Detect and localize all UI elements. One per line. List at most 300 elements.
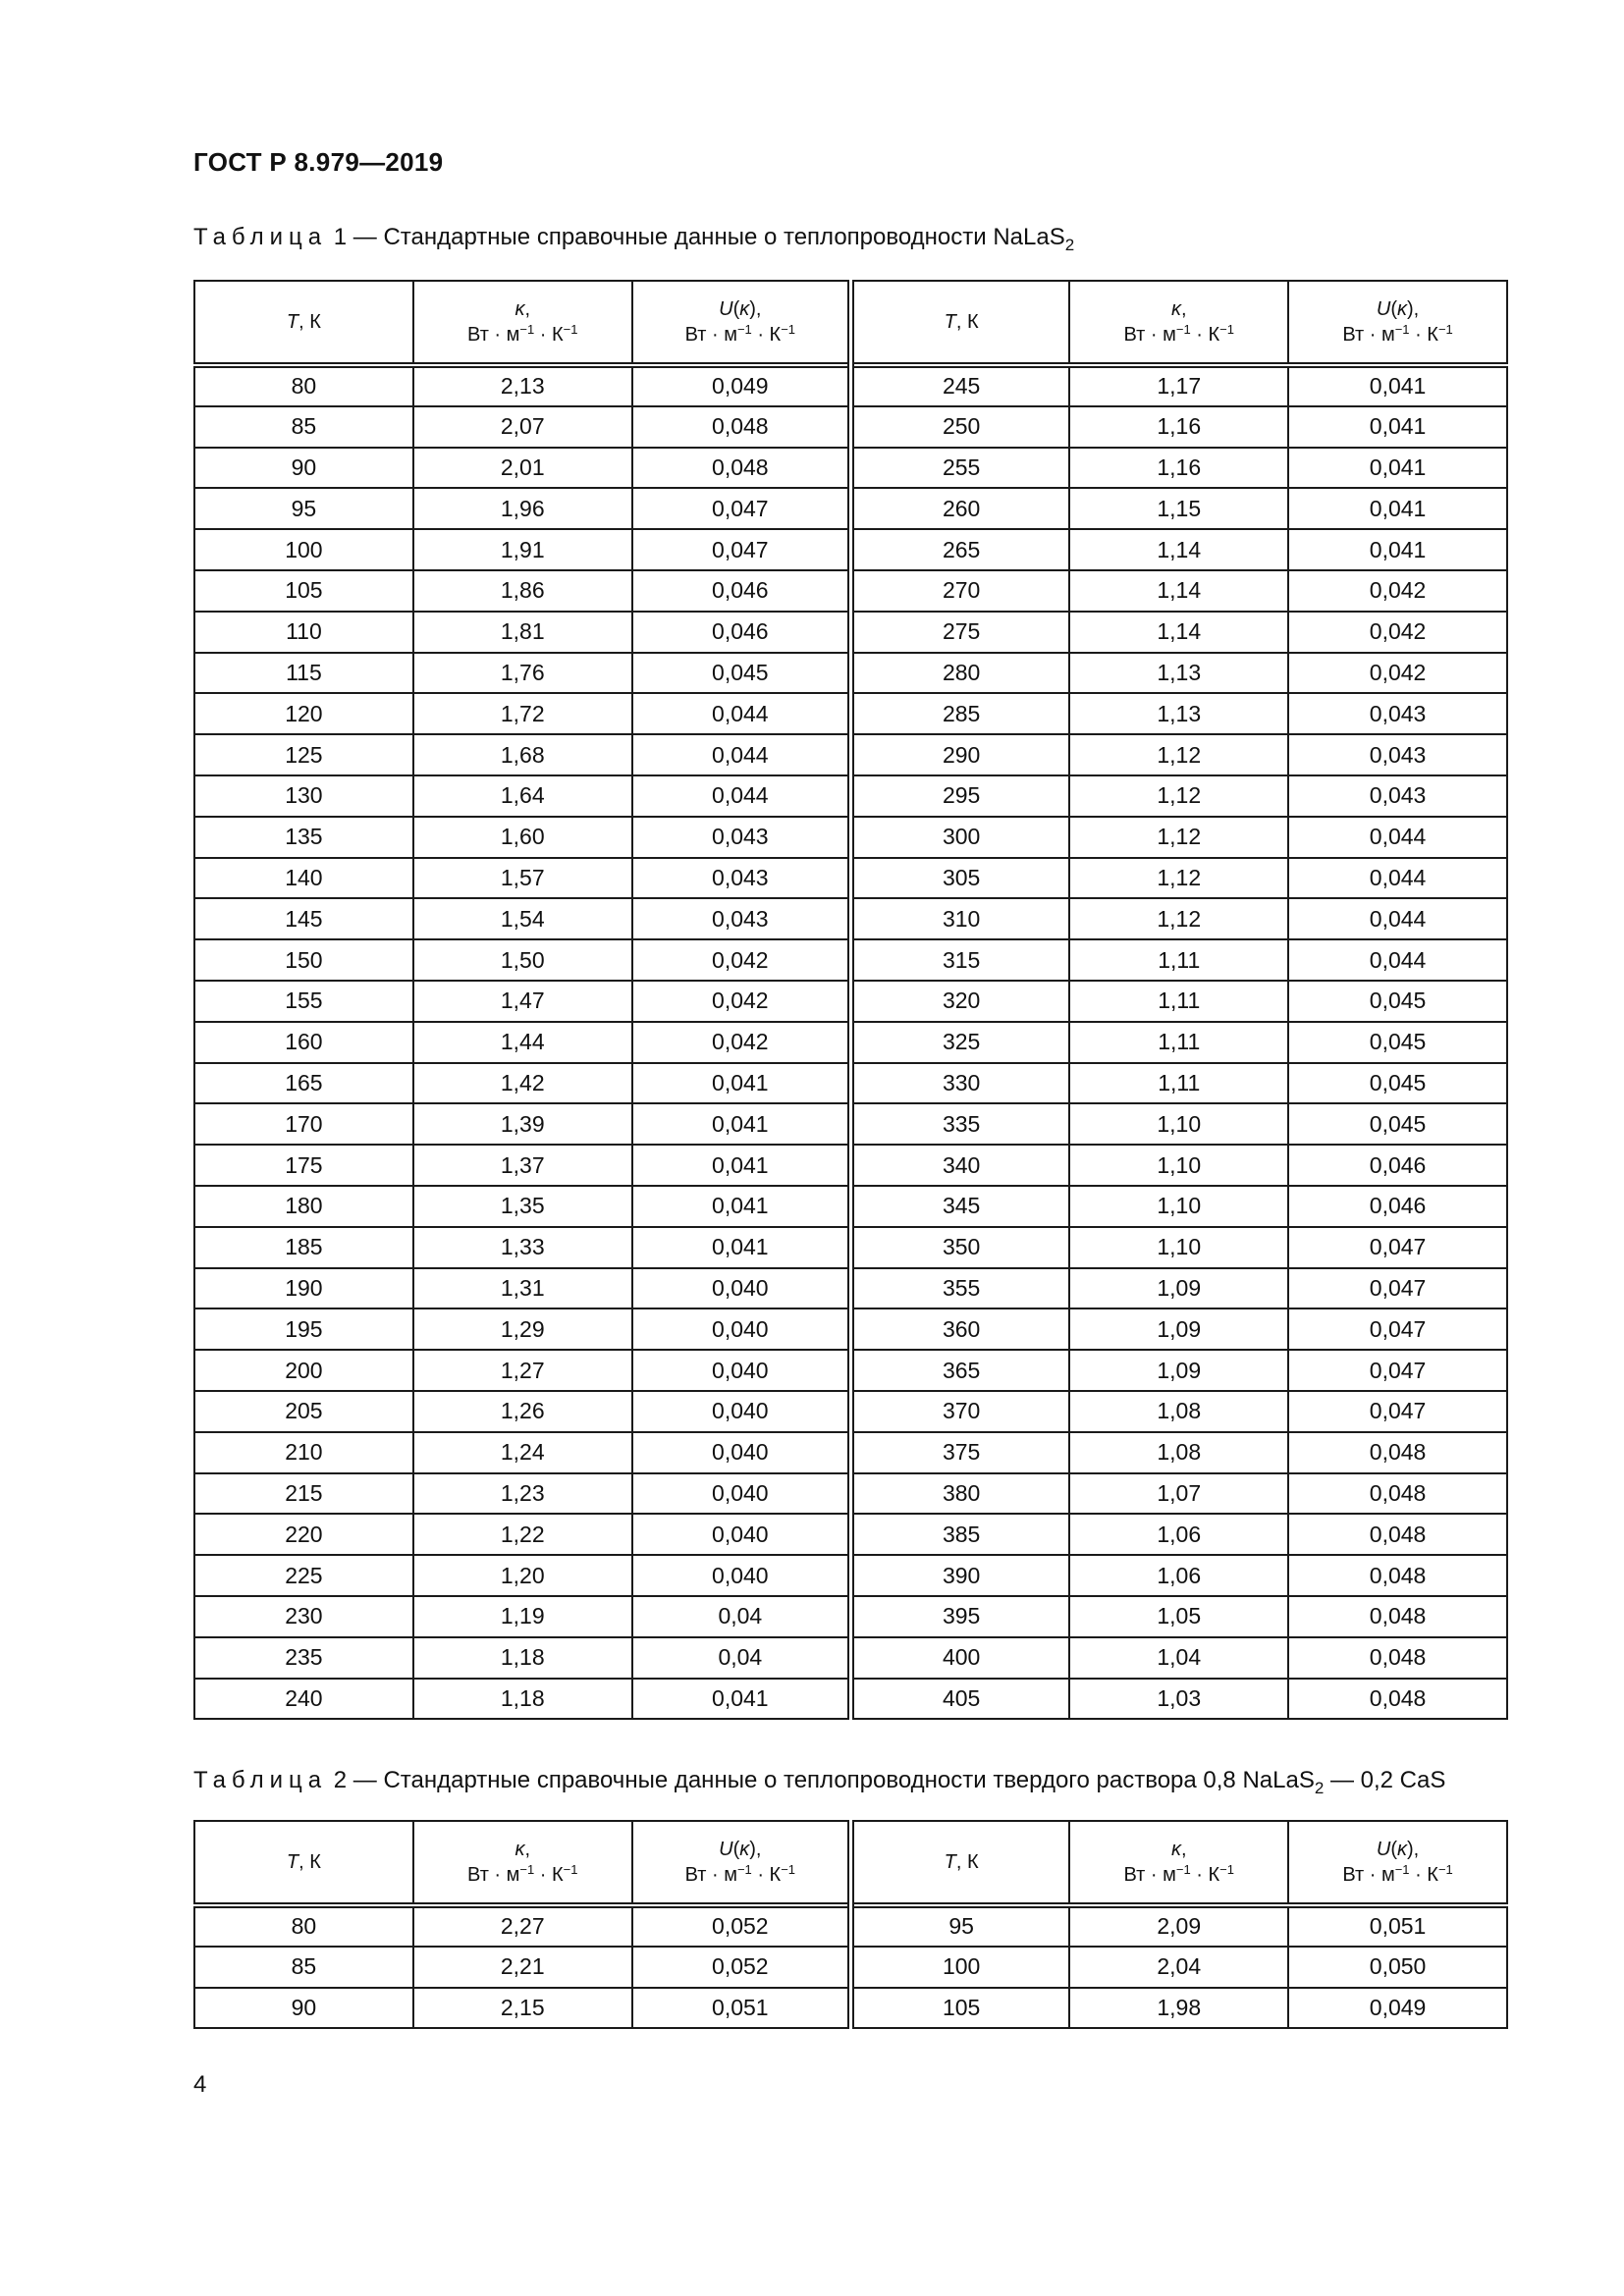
table-cell: 1,81 — [413, 612, 632, 653]
column-header-k-exp1: −1 — [1175, 322, 1191, 337]
table-cell: 0,041 — [1288, 365, 1507, 406]
table1-caption — [193, 224, 1075, 254]
table2-caption-number: 2 — [333, 1767, 348, 1793]
column-header-u — [632, 1821, 851, 1905]
table-cell: 1,86 — [413, 570, 632, 612]
column-header-k-symbol: κ — [514, 1839, 525, 1860]
table-cell: 0,044 — [1288, 898, 1507, 939]
table-cell: 0,045 — [632, 653, 851, 694]
table-cell: 160 — [194, 1022, 413, 1063]
table2-caption-label: Таблица — [193, 1767, 328, 1793]
table-cell: 0,043 — [1288, 734, 1507, 775]
table-row — [194, 1186, 1507, 1227]
table-cell: 0,048 — [632, 448, 851, 489]
table-cell: 1,72 — [413, 693, 632, 734]
column-header-t — [850, 1821, 1069, 1905]
column-header-k-symbol: κ — [1170, 298, 1181, 320]
table1-caption-number: 1 — [333, 224, 348, 250]
table-cell: 1,15 — [1069, 488, 1288, 529]
table-cell: 1,12 — [1069, 775, 1288, 817]
table-cell: 80 — [194, 1905, 413, 1947]
table-cell: 1,09 — [1069, 1350, 1288, 1391]
table-cell: 1,23 — [413, 1473, 632, 1515]
column-header-u-exp2: −1 — [781, 322, 796, 337]
table-cell: 390 — [850, 1555, 1069, 1596]
column-header-k — [413, 1821, 632, 1905]
column-header-k-comma: , — [524, 298, 531, 320]
table-cell: 1,12 — [1069, 734, 1288, 775]
table1-caption-subscript: 2 — [1064, 236, 1075, 254]
table-cell: 0,040 — [632, 1432, 851, 1473]
table-cell: 210 — [194, 1432, 413, 1473]
table-cell: 1,11 — [1069, 939, 1288, 981]
table-cell: 325 — [850, 1022, 1069, 1063]
table-row — [194, 1473, 1507, 1515]
table-row — [194, 1268, 1507, 1309]
table-cell: 80 — [194, 365, 413, 406]
table-cell: 0,047 — [1288, 1268, 1507, 1309]
table-cell: 1,12 — [1069, 858, 1288, 899]
table-cell: 0,043 — [632, 858, 851, 899]
table-cell: 1,35 — [413, 1186, 632, 1227]
table-cell: 180 — [194, 1186, 413, 1227]
table-cell: 0,042 — [632, 1022, 851, 1063]
table-row — [194, 529, 1507, 570]
table-cell: 1,14 — [1069, 529, 1288, 570]
table-cell: 400 — [850, 1637, 1069, 1679]
column-header-u-symbol: U — [719, 298, 733, 320]
column-header-u-unit2: · К — [751, 324, 782, 346]
table-cell: 1,54 — [413, 898, 632, 939]
table-cell: 0,043 — [632, 817, 851, 858]
column-header-u-unit2: · К — [1409, 1864, 1438, 1886]
table-cell: 0,042 — [1288, 570, 1507, 612]
table-row — [194, 693, 1507, 734]
table-cell: 1,18 — [413, 1679, 632, 1720]
table-cell: 1,31 — [413, 1268, 632, 1309]
column-header-k-exp2: −1 — [1219, 1862, 1234, 1877]
table-row — [194, 1308, 1507, 1350]
table-row — [194, 1596, 1507, 1637]
column-header-t-unit: , К — [955, 1851, 979, 1873]
table-cell: 285 — [850, 693, 1069, 734]
column-header-u-inner: κ — [739, 1839, 750, 1860]
table-cell: 0,047 — [1288, 1227, 1507, 1268]
table-cell: 275 — [850, 612, 1069, 653]
table-cell: 280 — [850, 653, 1069, 694]
table-row — [194, 1063, 1507, 1104]
table-cell: 1,07 — [1069, 1473, 1288, 1515]
table-cell: 0,042 — [632, 981, 851, 1022]
table-row — [194, 488, 1507, 529]
table-cell: 155 — [194, 981, 413, 1022]
table1-caption-text: — Стандартные справочные данные о теплопроводности NaLaS — [347, 224, 1065, 250]
table-cell: 1,68 — [413, 734, 632, 775]
table2-caption-subscript: 2 — [1314, 1779, 1325, 1797]
table-row — [194, 1947, 1507, 1988]
table-cell: 1,10 — [1069, 1145, 1288, 1186]
column-header-k — [1069, 281, 1288, 365]
table-cell: 0,047 — [1288, 1350, 1507, 1391]
table-cell: 95 — [194, 488, 413, 529]
table-cell: 310 — [850, 898, 1069, 939]
table-cell: 115 — [194, 653, 413, 694]
table-cell: 265 — [850, 529, 1069, 570]
table-cell: 1,10 — [1069, 1227, 1288, 1268]
table-cell: 260 — [850, 488, 1069, 529]
table-row — [194, 365, 1507, 406]
table-cell: 1,42 — [413, 1063, 632, 1104]
table-row — [194, 406, 1507, 448]
table-cell: 0,040 — [632, 1391, 851, 1432]
table-cell: 0,052 — [632, 1947, 851, 1988]
column-header-u-unit1: Вт · м — [684, 1864, 737, 1886]
table-cell: 215 — [194, 1473, 413, 1515]
table-cell: 0,048 — [1288, 1596, 1507, 1637]
table-cell: 1,04 — [1069, 1637, 1288, 1679]
table-cell: 0,042 — [632, 939, 851, 981]
table-cell: 0,041 — [1288, 529, 1507, 570]
table-cell: 1,13 — [1069, 653, 1288, 694]
table-row — [194, 1637, 1507, 1679]
table-cell: 0,042 — [1288, 653, 1507, 694]
column-header-u-exp1: −1 — [1394, 1862, 1410, 1877]
table-cell: 290 — [850, 734, 1069, 775]
column-header-u-symbol: U — [1376, 1839, 1391, 1860]
table-cell: 205 — [194, 1391, 413, 1432]
table-cell: 0,050 — [1288, 1947, 1507, 1988]
column-header-u — [632, 281, 851, 365]
column-header-k-comma: , — [1180, 1839, 1187, 1860]
table-cell: 2,21 — [413, 1947, 632, 1988]
table-cell: 1,29 — [413, 1308, 632, 1350]
column-header-t-symbol: T — [286, 311, 299, 333]
table-cell: 1,16 — [1069, 448, 1288, 489]
table-cell: 1,24 — [413, 1432, 632, 1473]
table-cell: 255 — [850, 448, 1069, 489]
table-cell: 385 — [850, 1514, 1069, 1555]
table-cell: 135 — [194, 817, 413, 858]
table-cell: 0,04 — [632, 1637, 851, 1679]
column-header-k-exp2: −1 — [563, 322, 578, 337]
column-header-u — [1288, 1821, 1507, 1905]
column-header-k-comma: , — [1180, 298, 1187, 320]
table-cell: 335 — [850, 1103, 1069, 1145]
table-cell: 1,26 — [413, 1391, 632, 1432]
table-cell: 1,96 — [413, 488, 632, 529]
table-row — [194, 1905, 1507, 1947]
table-cell: 100 — [194, 529, 413, 570]
column-header-k-exp2: −1 — [1219, 322, 1234, 337]
table-cell: 0,041 — [632, 1103, 851, 1145]
table2-caption-text: — Стандартные справочные данные о теплопроводности твердого раствора 0,8 NaLaS — [347, 1767, 1315, 1793]
table-cell: 405 — [850, 1679, 1069, 1720]
table-cell: 150 — [194, 939, 413, 981]
column-header-u-exp2: −1 — [1437, 322, 1453, 337]
column-header-k-exp2: −1 — [563, 1862, 578, 1877]
table-cell: 195 — [194, 1308, 413, 1350]
column-header-u-exp1: −1 — [1394, 322, 1410, 337]
table-cell: 0,04 — [632, 1596, 851, 1637]
column-header-k-unit1: Вт · м — [1123, 1864, 1176, 1886]
column-header-k-exp1: −1 — [519, 1862, 535, 1877]
table-cell: 0,045 — [1288, 1022, 1507, 1063]
table-row — [194, 898, 1507, 939]
table-cell: 0,041 — [632, 1145, 851, 1186]
table-cell: 330 — [850, 1063, 1069, 1104]
table-cell: 0,046 — [632, 570, 851, 612]
column-header-u-paren-open: ( — [732, 298, 740, 320]
column-header-k-symbol: κ — [1170, 1839, 1181, 1860]
column-header-t-symbol: T — [944, 311, 956, 333]
table-cell: 305 — [850, 858, 1069, 899]
table-cell: 0,048 — [1288, 1514, 1507, 1555]
column-header-k-comma: , — [524, 1839, 531, 1860]
table-cell: 1,14 — [1069, 612, 1288, 653]
table-cell: 1,12 — [1069, 817, 1288, 858]
table-cell: 0,049 — [632, 365, 851, 406]
table-cell: 1,11 — [1069, 1063, 1288, 1104]
table-cell: 1,50 — [413, 939, 632, 981]
table1-caption-label: Таблица — [193, 224, 328, 250]
table-cell: 225 — [194, 1555, 413, 1596]
column-header-u-paren-close: ), — [1407, 1839, 1420, 1860]
table-cell: 0,048 — [1288, 1679, 1507, 1720]
column-header-t-symbol: T — [286, 1851, 299, 1873]
table-row — [194, 817, 1507, 858]
table-cell: 1,60 — [413, 817, 632, 858]
column-header-t-unit: , К — [298, 311, 321, 333]
table-cell: 0,044 — [632, 734, 851, 775]
page-number: 4 — [193, 2071, 207, 2098]
table-cell: 1,11 — [1069, 981, 1288, 1022]
column-header-u-inner: κ — [1397, 1839, 1408, 1860]
table-cell: 0,044 — [1288, 817, 1507, 858]
table-row — [194, 1391, 1507, 1432]
column-header-k-unit1: Вт · м — [467, 324, 520, 346]
table-cell: 0,042 — [1288, 612, 1507, 653]
table-cell: 1,76 — [413, 653, 632, 694]
table-row — [194, 939, 1507, 981]
table-row — [194, 1432, 1507, 1473]
column-header-k-exp1: −1 — [1175, 1862, 1191, 1877]
table-cell: 1,18 — [413, 1637, 632, 1679]
table-cell: 100 — [850, 1947, 1069, 1988]
table-cell: 0,041 — [632, 1679, 851, 1720]
column-header-k-unit2: · К — [1190, 324, 1220, 346]
table-cell: 165 — [194, 1063, 413, 1104]
column-header-k-exp1: −1 — [519, 322, 535, 337]
table-cell: 1,98 — [1069, 1988, 1288, 2029]
table-cell: 145 — [194, 898, 413, 939]
table-row — [194, 981, 1507, 1022]
column-header-t-symbol: T — [944, 1851, 956, 1873]
table2-caption-tail: — 0,2 CaS — [1324, 1767, 1446, 1793]
table-cell: 1,13 — [1069, 693, 1288, 734]
table-cell: 200 — [194, 1350, 413, 1391]
table-cell: 0,044 — [632, 775, 851, 817]
table-cell: 0,048 — [1288, 1432, 1507, 1473]
table-cell: 375 — [850, 1432, 1069, 1473]
table-cell: 0,041 — [632, 1186, 851, 1227]
table-cell: 120 — [194, 693, 413, 734]
table-cell: 1,05 — [1069, 1596, 1288, 1637]
table-row — [194, 1227, 1507, 1268]
column-header-u-paren-open: ( — [1390, 1839, 1398, 1860]
table-cell: 365 — [850, 1350, 1069, 1391]
table-cell: 0,043 — [632, 898, 851, 939]
table-cell: 0,043 — [1288, 775, 1507, 817]
table-cell: 240 — [194, 1679, 413, 1720]
table-cell: 1,09 — [1069, 1268, 1288, 1309]
column-header-u-unit2: · К — [1409, 324, 1438, 346]
table-cell: 245 — [850, 365, 1069, 406]
table-cell: 0,041 — [1288, 406, 1507, 448]
table-cell: 0,045 — [1288, 1063, 1507, 1104]
column-header-t — [194, 281, 413, 365]
table-cell: 185 — [194, 1227, 413, 1268]
table-cell: 105 — [194, 570, 413, 612]
table-cell: 1,14 — [1069, 570, 1288, 612]
table-cell: 1,91 — [413, 529, 632, 570]
table-cell: 0,051 — [632, 1988, 851, 2029]
table-cell: 1,39 — [413, 1103, 632, 1145]
table-row — [194, 448, 1507, 489]
column-header-k-unit1: Вт · м — [467, 1864, 520, 1886]
table-cell: 0,046 — [632, 612, 851, 653]
table-cell: 0,044 — [1288, 939, 1507, 981]
column-header-u-paren-open: ( — [732, 1839, 740, 1860]
table-row — [194, 1514, 1507, 1555]
table-row — [194, 1555, 1507, 1596]
table-cell: 380 — [850, 1473, 1069, 1515]
table-cell: 0,047 — [632, 488, 851, 529]
column-header-t-unit: , К — [298, 1851, 321, 1873]
table-cell: 190 — [194, 1268, 413, 1309]
table-cell: 0,048 — [1288, 1555, 1507, 1596]
column-header-u-exp1: −1 — [736, 322, 752, 337]
table-cell: 0,041 — [632, 1227, 851, 1268]
table-cell: 1,12 — [1069, 898, 1288, 939]
table-cell: 0,051 — [1288, 1905, 1507, 1947]
column-header-u-exp1: −1 — [736, 1862, 752, 1877]
table-cell: 0,041 — [1288, 488, 1507, 529]
table-cell: 220 — [194, 1514, 413, 1555]
table-row — [194, 858, 1507, 899]
table-cell: 355 — [850, 1268, 1069, 1309]
table-cell: 0,040 — [632, 1473, 851, 1515]
table-cell: 315 — [850, 939, 1069, 981]
table-cell: 0,049 — [1288, 1988, 1507, 2029]
column-header-k-unit2: · К — [534, 324, 564, 346]
table-cell: 370 — [850, 1391, 1069, 1432]
table-cell: 1,33 — [413, 1227, 632, 1268]
document-code: ГОСТ Р 8.979—2019 — [193, 147, 444, 177]
table-cell: 1,16 — [1069, 406, 1288, 448]
table2-caption — [193, 1767, 1446, 1797]
table-cell: 1,44 — [413, 1022, 632, 1063]
table-cell: 0,041 — [632, 1063, 851, 1104]
table-cell: 2,13 — [413, 365, 632, 406]
table-cell: 1,47 — [413, 981, 632, 1022]
table-cell: 0,044 — [1288, 858, 1507, 899]
table-cell: 1,08 — [1069, 1391, 1288, 1432]
table-cell: 0,048 — [632, 406, 851, 448]
table-cell: 125 — [194, 734, 413, 775]
header-row — [194, 281, 1507, 365]
table-cell: 2,15 — [413, 1988, 632, 2029]
table-row — [194, 775, 1507, 817]
table-row — [194, 1350, 1507, 1391]
table-cell: 0,040 — [632, 1268, 851, 1309]
column-header-u-inner: κ — [739, 298, 750, 320]
table-cell: 395 — [850, 1596, 1069, 1637]
table-cell: 2,04 — [1069, 1947, 1288, 1988]
table-row — [194, 1022, 1507, 1063]
column-header-u-unit1: Вт · м — [1342, 324, 1395, 346]
table-cell: 0,045 — [1288, 981, 1507, 1022]
table-cell: 0,040 — [632, 1350, 851, 1391]
table-cell: 350 — [850, 1227, 1069, 1268]
column-header-u-exp2: −1 — [781, 1862, 796, 1877]
table-cell: 1,37 — [413, 1145, 632, 1186]
table-cell: 95 — [850, 1905, 1069, 1947]
table-cell: 320 — [850, 981, 1069, 1022]
table-cell: 0,048 — [1288, 1637, 1507, 1679]
table-row — [194, 1988, 1507, 2029]
table-cell: 130 — [194, 775, 413, 817]
table-cell: 1,57 — [413, 858, 632, 899]
table-cell: 1,10 — [1069, 1103, 1288, 1145]
table-cell: 90 — [194, 448, 413, 489]
table-cell: 2,01 — [413, 448, 632, 489]
column-header-k-unit2: · К — [534, 1864, 564, 1886]
table-cell: 1,03 — [1069, 1679, 1288, 1720]
table-cell: 1,09 — [1069, 1308, 1288, 1350]
table-row — [194, 1145, 1507, 1186]
table-cell: 110 — [194, 612, 413, 653]
table-row — [194, 734, 1507, 775]
column-header-u-unit2: · К — [751, 1864, 782, 1886]
column-header-u-inner: κ — [1397, 298, 1408, 320]
column-header-u — [1288, 281, 1507, 365]
table-cell: 2,27 — [413, 1905, 632, 1947]
table-cell: 0,040 — [632, 1514, 851, 1555]
table-cell: 295 — [850, 775, 1069, 817]
table-cell: 0,046 — [1288, 1186, 1507, 1227]
table-cell: 1,17 — [1069, 365, 1288, 406]
table-row — [194, 1679, 1507, 1720]
table-cell: 2,07 — [413, 406, 632, 448]
table-cell: 1,27 — [413, 1350, 632, 1391]
table-cell: 1,64 — [413, 775, 632, 817]
table-row — [194, 1103, 1507, 1145]
table-cell: 1,11 — [1069, 1022, 1288, 1063]
table1 — [193, 280, 1508, 1720]
table-row — [194, 570, 1507, 612]
column-header-k — [1069, 1821, 1288, 1905]
table-cell: 345 — [850, 1186, 1069, 1227]
table-cell: 0,041 — [1288, 448, 1507, 489]
table-cell: 250 — [850, 406, 1069, 448]
table-cell: 0,045 — [1288, 1103, 1507, 1145]
column-header-k-symbol: κ — [514, 298, 525, 320]
column-header-u-paren-close: ), — [749, 1839, 762, 1860]
table-cell: 340 — [850, 1145, 1069, 1186]
table-cell: 0,052 — [632, 1905, 851, 1947]
table-cell: 360 — [850, 1308, 1069, 1350]
table-cell: 1,06 — [1069, 1514, 1288, 1555]
